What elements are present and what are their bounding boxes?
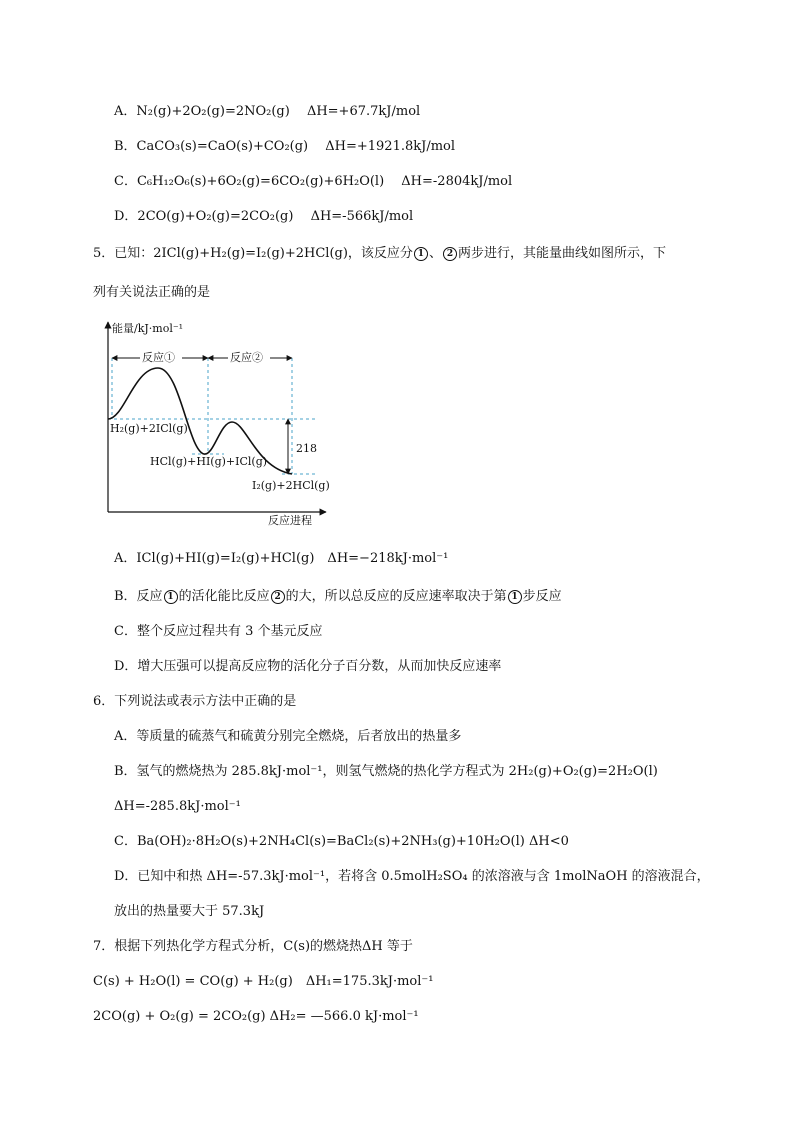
q4-option-b: B．CaCO₃(s)=CaO(s)+CO₂(g) ΔH=+1921.8kJ/mol (114, 139, 456, 154)
q6-stem: 6．下列说法或表示方法中正确的是 (93, 694, 297, 709)
q5-option-a: A．ICl(g)+HI(g)=I₂(g)+HCl(g) ΔH=−218kJ·mol⁻¹ (114, 551, 449, 566)
q4-option-d: D．2CO(g)+O₂(g)=2CO₂(g) ΔH=-566kJ/mol (114, 209, 414, 224)
intermediate-label: HCl(g)+HI(g)+ICl(g) (150, 455, 268, 468)
q6-option-d-line2: 放出的热量要大于 57.3kJ (114, 904, 265, 919)
y-axis-label: 能量/kJ·mol⁻¹ (112, 322, 184, 335)
b-step1-circle: 1 (164, 590, 178, 604)
q5-option-b (114, 588, 562, 606)
q7-equation-1: C(s) + H₂O(l) = CO(g) + H₂(g) ΔH₁=175.3kJ·mol⁻¹ (93, 974, 434, 989)
q5-stem-line2: 列有关说法正确的是 (93, 285, 211, 300)
q5-stem-part1: 5．已知：2ICl(g)+H₂(g)=I₂(g)+2HCl(g)，该反应分 (93, 246, 413, 261)
q5-stem-line1 (93, 245, 666, 263)
b-step2-circle: 2 (271, 590, 285, 604)
q6-option-c: C．Ba(OH)₂·8H₂O(s)+2NH₄Cl(s)=BaCl₂(s)+2NH₃(g)+10H₂O(l) ΔH<0 (114, 834, 569, 849)
q4-option-c: C．C₆H₁₂O₆(s)+6O₂(g)=6CO₂(g)+6H₂O(l) ΔH=-2804kJ/mol (114, 174, 513, 189)
stage1-label: 反应① (142, 351, 175, 364)
q5-option-b-end: 步反应 (522, 589, 562, 604)
q6-option-d-line1: D．已知中和热 ΔH=-57.3kJ·mol⁻¹，若将含 0.5molH₂SO₄ 的浓溶液与含 1molNaOH 的溶液混合， (114, 869, 710, 884)
q5-option-b-pre: B．反应 (114, 589, 163, 604)
q6-option-b-line1: B．氢气的燃烧热为 285.8kJ·mol⁻¹，则氢气燃烧的热化学方程式为 2H₂(g)+O₂(g)=2H₂O(l) (114, 764, 658, 779)
q5-option-d: D．增大压强可以提高反应物的活化分子百分数，从而加快反应速率 (114, 659, 502, 674)
step1-circle: 1 (414, 247, 428, 261)
stage2-label: 反应② (230, 351, 263, 364)
delta-h-value: 218 (296, 442, 317, 455)
q4-option-a: A．N₂(g)+2O₂(g)=2NO₂(g) ΔH=+67.7kJ/mol (114, 104, 421, 119)
reactants-label: H₂(g)+2ICl(g) (110, 422, 188, 435)
products-label: I₂(g)+2HCl(g) (252, 479, 330, 492)
q5-option-b-post: 的大，所以总反应的反应速率取决于第 (285, 589, 507, 604)
step2-circle: 2 (443, 247, 457, 261)
q5-option-c: C．整个反应过程共有 3 个基元反应 (114, 624, 323, 639)
q6-option-a: A．等质量的硫蒸气和硫黄分别完全燃烧，后者放出的热量多 (114, 729, 462, 744)
x-axis-label: 反应进程 (268, 514, 312, 527)
q5-stem-part2: 两步进行，其能量曲线如图所示，下 (457, 246, 666, 261)
q5-stem-sep: 、 (428, 246, 442, 261)
q7-stem: 7．根据下列热化学方程式分析，C(s)的燃烧热ΔH 等于 (93, 939, 413, 954)
q5-option-b-mid: 的活化能比反应 (178, 589, 270, 604)
q7-equation-2: 2CO(g) + O₂(g) = 2CO₂(g) ΔH₂= —566.0 kJ·mol⁻¹ (93, 1009, 419, 1024)
q6-option-b-line2: ΔH=-285.8kJ·mol⁻¹ (114, 799, 241, 814)
energy-diagram (96, 318, 336, 530)
b-step1-circle-2: 1 (508, 590, 522, 604)
